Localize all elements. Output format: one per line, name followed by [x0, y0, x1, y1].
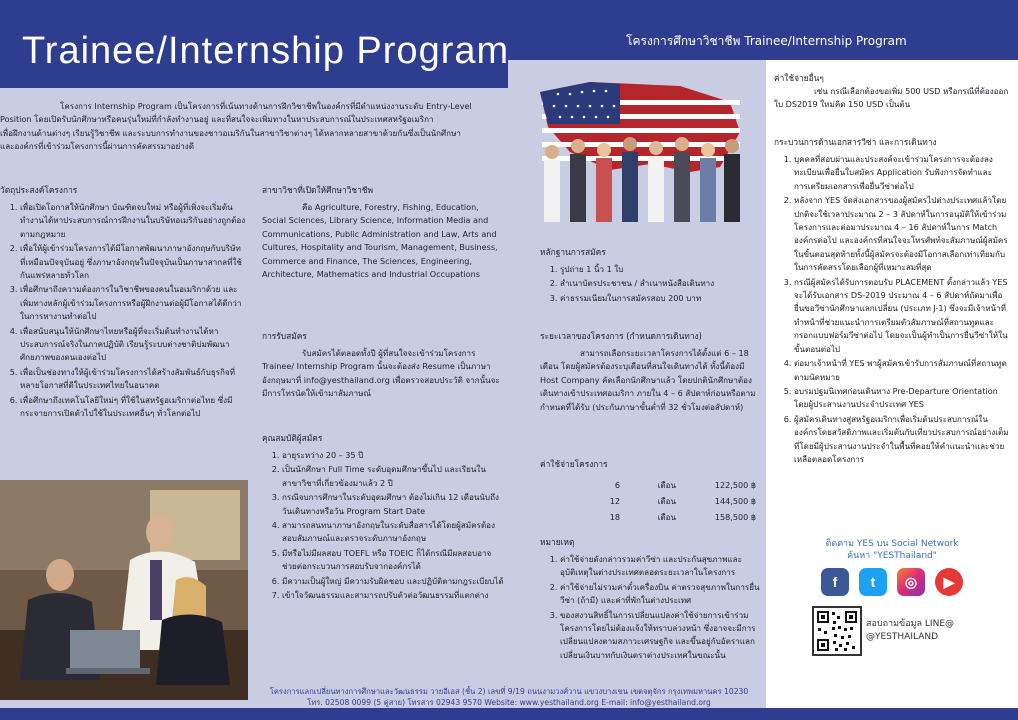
process-item: 2. หลังจาก YES จัดส่งเอกสารของผู้สมัครไปต่างประเทศแล้วโดยปกติจะใช้เวลาประมาณ 2 – 3 สัปดาห์ในการอนุมัติให้เข้าร่วมโครงการและต่อมาประมาณ 4 – 16 สัปดาห์ในการ Match องค์กรต่อไป และองค์กรที่สนใจจะโทรศัพท์จะสัมภาษณ์ผู้สมัครในขั้นตอนสุดท้ายทั้งนี้ผู้สมัครจะต้องมีโอกาสเลือกเท่าเทียมกับในการคัดสรรโดยเลือกผู้ที่เหมาะสมที่สุด [794, 194, 1010, 274]
intro-line: Position โดยเปิดรับนักศึกษาหรือคนรุ่นใหม่ที่กำลังทำงานอยู่ และที่สนใจจะเพิ่มทางในหาประสบการณ์ในประเทศสหรัฐอเมริกา [0, 114, 434, 125]
qualification-item: 6. มีความเป็นผู้ใหญ่ มีความรับผิดชอบ และปฏิบัติตามกฎระเบียบได้ [282, 575, 504, 588]
other-fees-text: เช่น กรณีเลือกต้องขอเพิ่ม 500 USD หรือกรณีที่ต้องออกใบ DS2019 ใหม่คิด 150 USD เป็นต้น [774, 86, 1009, 110]
page-subtitle: โครงการศึกษาวิชาชีพ Trainee/Internship Program [626, 34, 907, 48]
fee-price: 122,500 ฿ [714, 480, 756, 490]
duration-heading: ระยะเวลาของโครงการ (กำหนดการเดินทาง) [540, 331, 702, 341]
flag-people-photo [530, 72, 750, 232]
fee-unit: เดือน [657, 496, 676, 506]
qualification-item: 3. กรณีจบการศึกษาในระดับอุดมศึกษา ต้องไม่เกิน 12 เดือนนับถึงวันเดินทางหรือวัน Program Start Date [282, 491, 504, 518]
process-section [774, 136, 1010, 467]
line-contact-id: @YESTHAILAND [866, 632, 939, 642]
process-item: 5. อบรมปฐมนิเทศก่อนเดินทาง Pre-Departure Orientation โดยผู้ประสานงานประจำประเทศ YES [794, 385, 1010, 412]
process-heading: กระบวนการด้านเอกสารวีซ่า และการเดินทาง [774, 137, 937, 147]
other-fees-heading: ค่าใช้จ่ายอื่นๆ [774, 73, 824, 83]
intro-line: โครงการ Internship Program เป็นโครงการที่เน้นทางด้านการฝึกวิชาชีพในองค์กรที่มีตำแหน่งงานระดับ Entry-Level [60, 101, 472, 111]
notes-heading: หมายเหตุ [540, 537, 575, 547]
footer-contact: โทร. 02508 0099 (5 คู่สาย) โทรสาร 02943 9570 Website: www.yesthailand.org E-mail: info@yesthailand.org [307, 698, 711, 707]
fee-months: 18 [609, 512, 620, 522]
line-qr-code [812, 606, 862, 656]
social-line1: ติดตาม YES บน Social Network [825, 539, 959, 549]
social-line2: ค้นหา "YESThailand" [847, 551, 937, 561]
objective-item: 5. เพื่อเป็นช่องทางให้ผู้เข้าร่วมโครงการได้สร้างสัมพันธ์กับธุรกิจที่หลายโอกาสที่ดีในประเทศไทยในอนาคต [20, 366, 246, 393]
application-section [262, 330, 502, 401]
document-item: 1. รูปถ่าย 1 นิ้ว 1 ใบ [560, 263, 760, 276]
fee-price: 144,500 ฿ [714, 496, 756, 506]
fee-price: 158,500 ฿ [714, 512, 756, 522]
intro-paragraph [0, 100, 500, 154]
office-photo [0, 480, 248, 700]
process-item: 4. ต่อมาเจ้าหน้าที่ YES พาผู้สมัครเข้ารับการสัมภาษณ์ที่สถานทูตตามนัดหมาย [794, 357, 1010, 384]
intro-line: และองค์กรที่เข้าร่วมโครงการนี้ผ่านการคัดสรรมาอย่างดี [0, 141, 194, 152]
fees-heading: ค่าใช้จ่ายโครงการ [540, 459, 608, 469]
application-text: รับสมัครได้ตลอดทั้งปี ผู้ที่สนใจจะเข้าร่วมโครงการ Trainee/ Internship Program นั้นจะต้องส่ง Resume เป็นภาษาอังกฤษมาที่ info@yesthailand.org เพื่อตรวจสอบประวัติ จากนั้นจะมีการโทรนัดให้เข้ามาสัมภาษณ์ [262, 348, 500, 399]
twitter-icon[interactable]: t [859, 568, 887, 596]
process-item: 3. กรณีผู้สมัครได้รับการตอบรับ PLACEMENT ตั้งกล่าวแล้ว YES จะได้รับเอกสาร DS-2019 ประมาณ 4 – 6 สัปดาห์ถัดมาเพื่อยื่นขอวีซ่านักศึกษาแลกเปลี่ยน (ประเภท J-1) ซึ่งจะมีเจ้าหน้าที่ทำหน้าที่ช่วยแนะนำการเตรียมตัวสัมภาษณ์ที่สถานทูตและกรอกแบบฟอร์มวีซ่าต่อไป โดยจะเป็นผู้ทำเป็นการยื่นวีซ่าให้ในขั้นตอนต่อไป [794, 276, 1010, 356]
line-contact-label: สอบถามข้อมูล LINE@ [866, 619, 955, 629]
documents-heading: หลักฐานการสมัคร [540, 247, 606, 257]
objectives-heading: วัตถุประสงค์โครงการ [0, 185, 78, 195]
qualification-item: 2. เป็นนักศึกษา Full Time ระดับอุดมศึกษาขึ้นไป และเรียนในสาขาวิชาที่เกี่ยวข้องมาแล้ว 2 ปี [282, 463, 504, 490]
qualification-item: 1. อายุระหว่าง 20 – 35 ปี [282, 449, 504, 462]
fee-row [540, 493, 760, 509]
facebook-icon[interactable]: f [821, 568, 849, 596]
document-item: 2. สำเนาบัตรประชาชน / สำเนาหนังสือเดินทาง [560, 277, 760, 290]
fee-unit: เดือน [657, 480, 676, 490]
notes-section [540, 536, 760, 663]
note-item: 1. ค่าใช้จ่ายดังกล่าวรวมค่าวีซ่า และประกันสุขภาพและอุบัติเหตุในต่างประเทศตลอดระยะเวลาในโครงการ [560, 553, 760, 580]
fields-heading: สาขาวิชาที่เปิดให้ศึกษาวิชาชีพ [262, 185, 373, 195]
application-heading: การรับสมัคร [262, 331, 307, 341]
fee-months: 12 [609, 496, 620, 506]
note-item: 3. ของสงวนสิทธิ์ในการเปลี่ยนแปลงค่าใช้จ่ายการเข้าร่วมโครงการโดยไม่ต้องแจ้งให้ทราบล่วงหน้า ซึ่งอาจจะมีการเปลี่ยนแปลงตามสภาวะเศรษฐกิจ และขึ้นอยู่กับอัตราแลกเปลี่ยนเงินบาทกับเงินตราต่างประเทศในขณะนั้น [560, 609, 760, 663]
social-icons [774, 568, 1010, 596]
qualifications-section [262, 432, 504, 603]
duration-section [540, 330, 758, 414]
social-section [774, 538, 1010, 596]
fee-unit: เดือน [657, 512, 676, 522]
fields-section [262, 184, 502, 281]
qualification-item: 4. สามารถสนทนาภาษาอังกฤษในระดับสื่อสารได้โดยผู้สมัครต้องสอบสัมภาษณ์และตรวจระดับภาษาอังกฤษ [282, 519, 504, 546]
fee-row [540, 509, 760, 525]
intro-line: เพื่อฝึกงานด้านต่างๆ เรียนรู้วิชาชีพ และระบบการทำงานของชาวอเมริกันในสาขาวิชาต่างๆ ได้หลากหลายสาขาด้วยกันซึ่งเป็นนักศึกษา [0, 127, 461, 138]
objective-item: 6. เพื่อศึกษาถึงเทคโนโลยีใหม่ๆ ที่ใช้ในสหรัฐอเมริกาต่อไทย ซึ่งมีกระจายการเปิดตัวไปใช้ในประเทศอื่นๆ ทั่วโลกต่อไป [20, 394, 246, 421]
note-item: 2. ค่าใช้จ่ายไม่รวมค่าตั๋วเครื่องบิน ค่าตรวจสุขภาพในการยื่นวีซ่า (ถ้ามี) และค่าที่พักในต่างประเทศ [560, 581, 760, 608]
document-item: 3. ค่าธรรมเนียมในการสมัครสอบ 200 บาท [560, 292, 760, 305]
objective-item: 3. เพื่อศึกษาถึงความต้องการในวิชาชีพของคนในอเมริกาด้วย และเพิ่มทางหลักผู้เข้าร่วมโครงการหรือผู้ฝึกงานต่อผู้มีโอกาสได้ดีกว่าในการหางานทำต่อไป [20, 283, 246, 323]
youtube-icon[interactable]: ▶ [935, 568, 963, 596]
other-fees-section [774, 72, 1010, 112]
objectives-section [0, 184, 246, 422]
process-item: 1. บุคคลที่สอบผ่านและประสงค์จะเข้าร่วมโครงการจะต้องลงทะเบียนเพื่อยื่นใบสมัคร Application รับฟังการจัดทำและการเตรียมเอกสารเพื่อยื่นวีซ่าต่อไป [794, 153, 1010, 193]
fee-row [540, 477, 760, 493]
fields-text: คือ Agriculture, Forestry, Fishing, Education, Social Sciences, Library Science, Information Media and Communications, Public Administration and Law, Arts and Cultures, Hospitality and Tourism, Management, Business, Commerce and Finance, The Sciences, Engineering, Architecture, Mathematics and Industrial Occupations [262, 202, 498, 280]
objective-item: 2. เพื่อให้ผู้เข้าร่วมโครงการได้มีโอกาสพัฒนาภาษาอังกฤษกับบริษัทที่เหมือนปัจจุบันอยู่ ซึ่งภาษาอังกฤษในปัจจุบันเป็นภาษาสากลที่ใช้กันแพร่หลายทั่วโลก [20, 242, 246, 282]
footer-address: โครงการแลกเปลี่ยนทางการศึกษาและวัฒนธรรม วายอีเอส (ชั้น 2) เลขที่ 9/19 ถนนงามวงศ์วาน แขวงบางเขน เขตจตุจักร กรุงเทพมหานคร 10230 [269, 687, 749, 696]
header-band-right [508, 0, 1018, 60]
qualification-item: 5. มีหรือไม่มีผลสอบ TOEFL หรือ TOEIC ก็ได้กรณีมีผลสอบอาจช่วยต่อกระบวนการสอบรับจากองค์กรได้ [282, 547, 504, 574]
objective-item: 4. เพื่อสนับสนุนให้นักศึกษาไทยหรือผู้ที่จะเริ่มต้นทำงานได้หาประสบการณ์จริงในภาคปฏิบัติ เรียนรู้ระบบต่างชาติบ่มพัฒนาศักยภาพของตนเองต่อไป [20, 325, 246, 365]
fees-section [540, 458, 760, 525]
instagram-icon[interactable]: ◎ [897, 568, 925, 596]
footer-text [0, 686, 1018, 708]
duration-text: สามารถเลือกระยะเวลาโครงการได้ตั้งแต่ 6 – 18 เดือน โดยผู้สมัครต้องระบุเดือนที่สนใจเดินทางได้ ทั้งนี้ต้องมี Host Company คัดเลือกนักศึกษาแล้ว โดยปกตินักศึกษาต้องเดินทางเข้าประเทศอเมริกา ภายใน 4 – 6 สัปดาห์ก่อนหรือตามกำหนดที่ได้รับ (ประกันภาษาขั้นต่ำที่ 32 ชั่วโมงต่อสัปดาห์) [540, 348, 756, 412]
footer-band [0, 708, 1018, 720]
line-contact [866, 618, 996, 644]
fee-months: 6 [614, 480, 620, 490]
qualification-item: 7. เข้าใจวัฒนธรรมและสามารถปรับตัวต่อวัฒนธรรมที่แตกต่าง [282, 589, 504, 602]
qualifications-heading: คุณสมบัติผู้สมัคร [262, 433, 323, 443]
process-item: 6. ผู้สมัครเดินทางสู่สหรัฐอเมริกาเพื่อเริ่มต้นประสบการณ์ในองค์กรโดยสวัสดิภาพและเริ่มต้นกับเที่ยวประสบการณ์อย่างเต็มที่โดยมีผู้ประสานงานประจำในพื้นที่คอยให้คำแนะนำและช่วยเหลือตลอดโครงการ [794, 413, 1010, 467]
objective-item: 1. เพื่อเปิดโอกาสให้นักศึกษา บัณฑิตจบใหม่ หรือผู้ที่เพิ่งจะเริ่มต้นทำงานได้หาประสบการณ์การฝึกงานในบริษัทอเมริกันอย่างถูกต้องตามกฎหมาย [20, 201, 246, 241]
page-title: Trainee/Internship Program [22, 30, 510, 72]
documents-section [540, 246, 760, 306]
